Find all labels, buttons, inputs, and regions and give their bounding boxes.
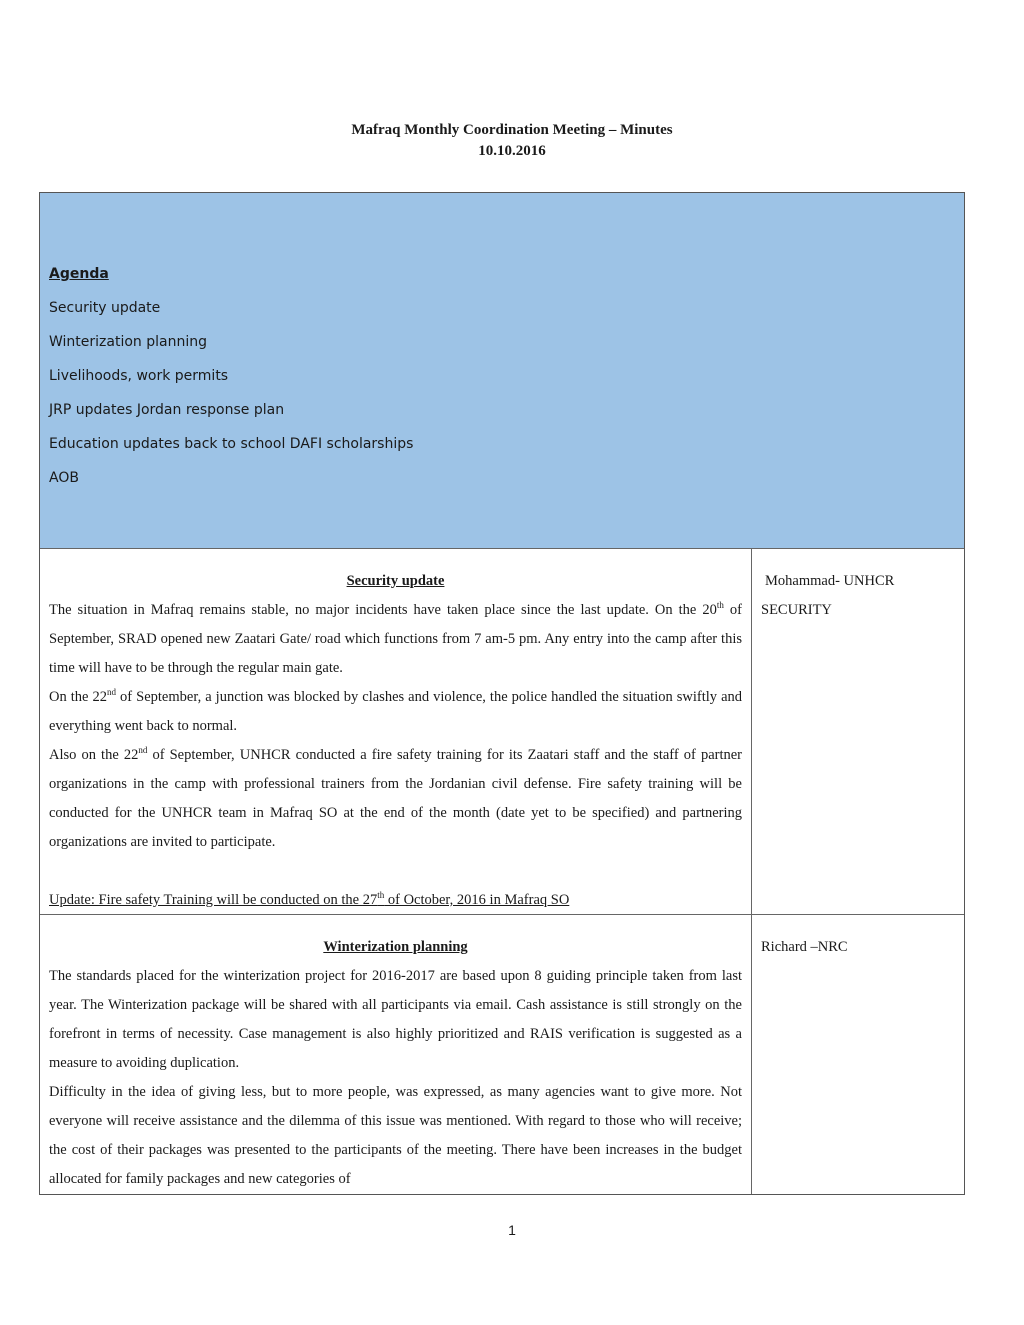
minutes-table (39, 192, 965, 1195)
agenda-heading: Agenda (49, 266, 109, 282)
agenda-item: Winterization planning (49, 334, 207, 350)
agenda-item: Livelihoods, work permits (49, 368, 229, 384)
security-content-cell (40, 549, 752, 914)
security-responsible-unit: SECURITY (761, 602, 832, 618)
meeting-title: Mafraq Monthly Coordination Meeting – Minutes (351, 122, 673, 138)
security-responsible (761, 567, 894, 625)
winterization-title: Winterization planning (323, 939, 468, 955)
security-responsible-cell (752, 549, 964, 914)
security-update-note: Update: Fire safety Training will be conducted on the 27th of October, 2016 in Mafraq SO (49, 890, 570, 908)
agenda-section (40, 193, 964, 549)
agenda-item: JRP updates Jordan response plan (49, 402, 285, 418)
agenda-item: Education updates back to school DAFI scholarships (49, 436, 414, 452)
security-title: Security update (346, 573, 445, 589)
winterization-row (40, 915, 964, 1194)
page-number: 1 (508, 1222, 516, 1238)
security-content (49, 567, 742, 914)
security-paragraph-3: Also on the 22nd of September, UNHCR conducted a fire safety training for its Zaatari staff and the staff of partner organizations in the camp with professional trainers from the Jordanian civil defense. Fire safety training will be conducted for the UNHCR team in Mafraq SO at the end of the month (date yet to be specified) and partnering organizations are invited to participate. (49, 745, 743, 850)
winterization-content-cell (40, 915, 752, 1194)
agenda-item: Security update (49, 300, 161, 316)
winterization-responsible-cell (752, 915, 964, 1194)
security-row (40, 549, 964, 915)
security-paragraph-2: On the 22nd of September, a junction was blocked by clashes and violence, the police handled the situation swiftly and everything went back to normal. (49, 687, 743, 734)
agenda-list (49, 263, 413, 501)
document-title (0, 120, 1024, 162)
agenda-item: AOB (49, 470, 79, 486)
winterization-paragraph-2: Difficulty in the idea of giving less, but to more people, was expressed, as many agencies want to give more. Not everyone will receive assistance and the dilemma of this issue was mentioned. With regard to those who will receive; the cost of their packages was presented to the participants of the meeting. There have been increases in the budget allocated for family packages and new categories of (49, 1084, 742, 1187)
security-paragraph-1: The situation in Mafraq remains stable, no major incidents have taken place since the last update. On the 20th of September, SRAD opened new Zaatari Gate/ road which functions from 7 am-5 pm. Any entry into the camp after this time will have to be through the regular main gate. (49, 600, 742, 676)
meeting-date: 10.10.2016 (478, 143, 546, 159)
winterization-content (49, 933, 742, 1194)
security-responsible-name: Mohammad- UNHCR (765, 573, 895, 589)
winterization-paragraph-1: The standards placed for the winterization project for 2016-2017 are based upon 8 guiding principle taken from last year. The Winterization package will be shared with all participants via email. Cash assistance is still strongly on the forefront in terms of necessity. Case management is also highly prioritized and RAIS verification is suggested as a measure to avoiding duplication. (49, 968, 742, 1071)
winterization-responsible: Richard –NRC (761, 939, 848, 955)
